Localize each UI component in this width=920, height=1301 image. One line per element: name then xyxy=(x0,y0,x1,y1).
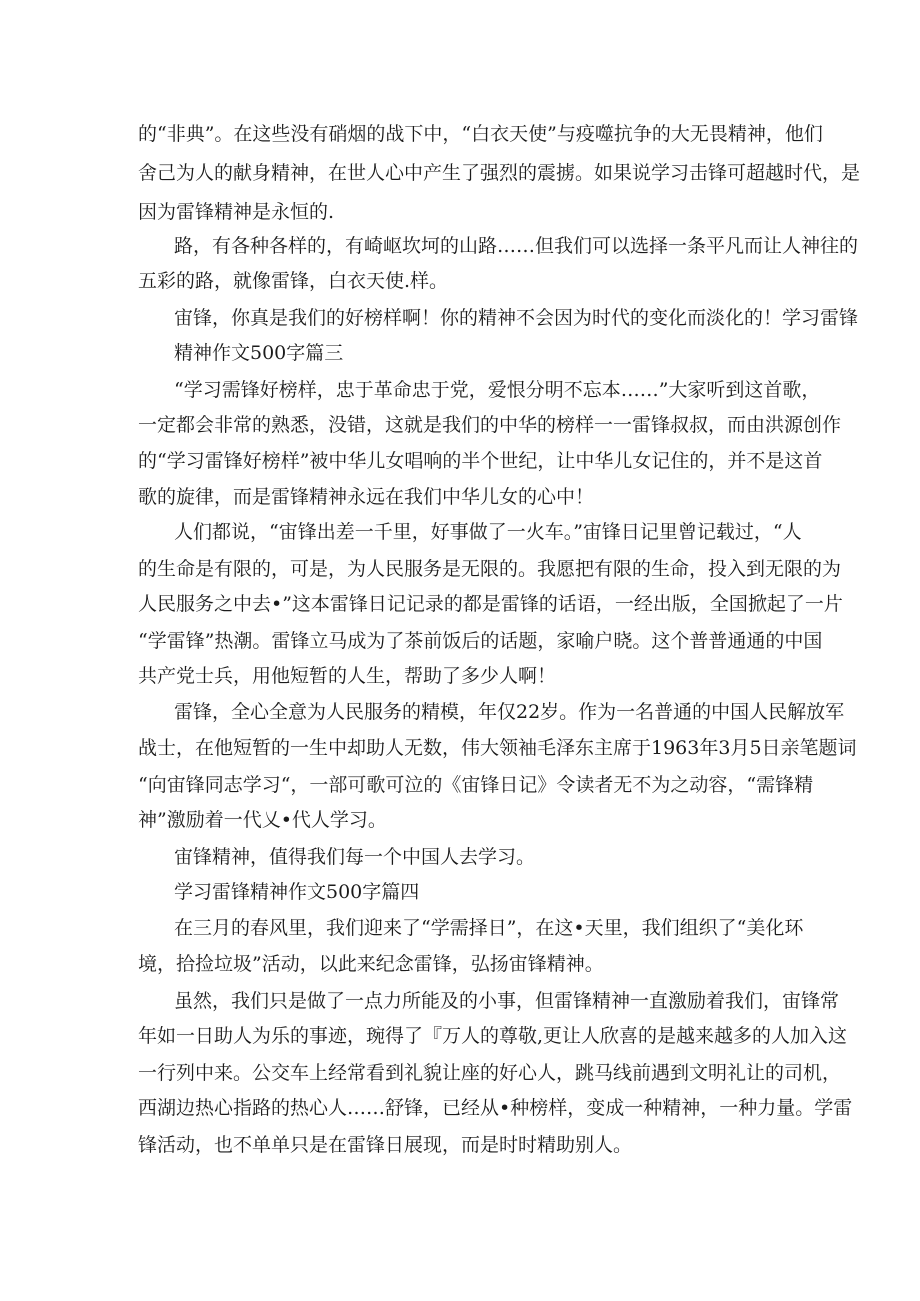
text-line: “向宙锋同志学习“，一部可歌可泣的《宙锋日记》令读者无不为之动容，“需锋精 xyxy=(138,774,814,796)
section-heading: 学习雷锋精神作文500字篇四 xyxy=(174,881,420,903)
text-line: 西湖边热心指路的热心人……舒锋，已经从•种榜样，变成一种精神，一种力量。学雷 xyxy=(138,1097,853,1119)
text-line: 一定都会非常的熟悉，没错，这就是我们的中华的榜样一一雷锋叔叔，而由洪源创作 xyxy=(138,414,842,436)
text-line: “学习需锋好榜样，忠于革命忠于党，爱恨分明不忘本……”大家听到这首歌， xyxy=(174,379,821,401)
text-line: 雷锋，全心全意为人民服务的精模，年仅22岁。作为一名普通的中国人民解放军 xyxy=(174,701,845,723)
text-line: 战士，在他短暂的一生中却助人无数，伟大领袖毛泽东主席于1963年3月5日亲笔题词 xyxy=(138,737,857,759)
text-line: 宙锋精神，值得我们每一个中国人去学习。 xyxy=(174,846,536,868)
text-line: 的生命是有限的，可是，为人民服务是无限的。我愿把有限的生命，投入到无限的为 xyxy=(138,558,842,580)
section-heading: 精神作文500字篇三 xyxy=(174,342,344,364)
text-line: 人民服务之中去•”这本雷锋日记记录的都是雷锋的话语，一经出版，全国掀起了一片 xyxy=(138,593,843,615)
text-line: “学雷锋”热潮。雷锋立马成为了茶前饭后的话题，家喻户晓。这个普普通通的中国 xyxy=(138,630,823,652)
text-line: 路，有各种各样的，有崎岖坎坷的山路……但我们可以选择一条平凡而让人神往的 xyxy=(174,235,859,257)
text-line: 舍己为人的献身精神，在世人心中产生了强烈的震掳。如果说学习击锋可超越时代，是 xyxy=(138,162,861,184)
text-line: 宙锋，你真是我们的好榜样啊！你的精神不会因为时代的变化而淡化的！学习雷锋 xyxy=(174,307,859,329)
text-line: 虽然，我们只是做了一点力所能及的小事，但雷锋精神一直激励着我们，宙锋常 xyxy=(174,990,840,1012)
text-line: 五彩的路，就像雷锋，白衣天使.样。 xyxy=(138,270,449,292)
text-line: 境，拾捡垃圾”活动，以此来纪念雷锋，弘扬宙锋精神。 xyxy=(138,953,604,975)
text-line: 神”激励着一代乂•代人学习。 xyxy=(138,809,387,831)
text-line: 的“非典”。在这些没有硝烟的战下中，“白衣天使”与疫噬抗争的大无畏精神，他们 xyxy=(138,123,823,145)
text-line: 歌的旋律，而是雷锋精神永远在我们中华儿女的心中！ xyxy=(138,486,595,508)
text-line: 人们都说，“宙锋出差一千里，好事做了一火车。”宙锋日记里曾记载过，“人 xyxy=(174,521,802,543)
text-line: 年如一日助人为乐的事迹，琬得了『万人的尊敬,更让人欣喜的是越来越多的人加入这 xyxy=(138,1025,848,1047)
text-line: 一行列中来。公交车上经常看到礼貌让座的好心人，跳马线前遇到文明礼让的司机， xyxy=(138,1062,842,1084)
text-line: 的“学习雷锋好榜样”被中华儿女唱响的半个世纪，让中华儿女记住的，并不是这首 xyxy=(138,450,823,472)
text-line: 因为雷锋精神是永恒的. xyxy=(138,201,335,223)
text-line: 锋活动，也不单单只是在雷锋日展现，而是时时精助别人。 xyxy=(138,1134,633,1156)
text-line: 共产党士兵，用他短暂的人生，帮助了多少人啊！ xyxy=(138,665,557,687)
text-line: 在三月的春风里，我们迎来了“学需择日”，在这•天里，我们组织了“美化环 xyxy=(174,917,804,939)
